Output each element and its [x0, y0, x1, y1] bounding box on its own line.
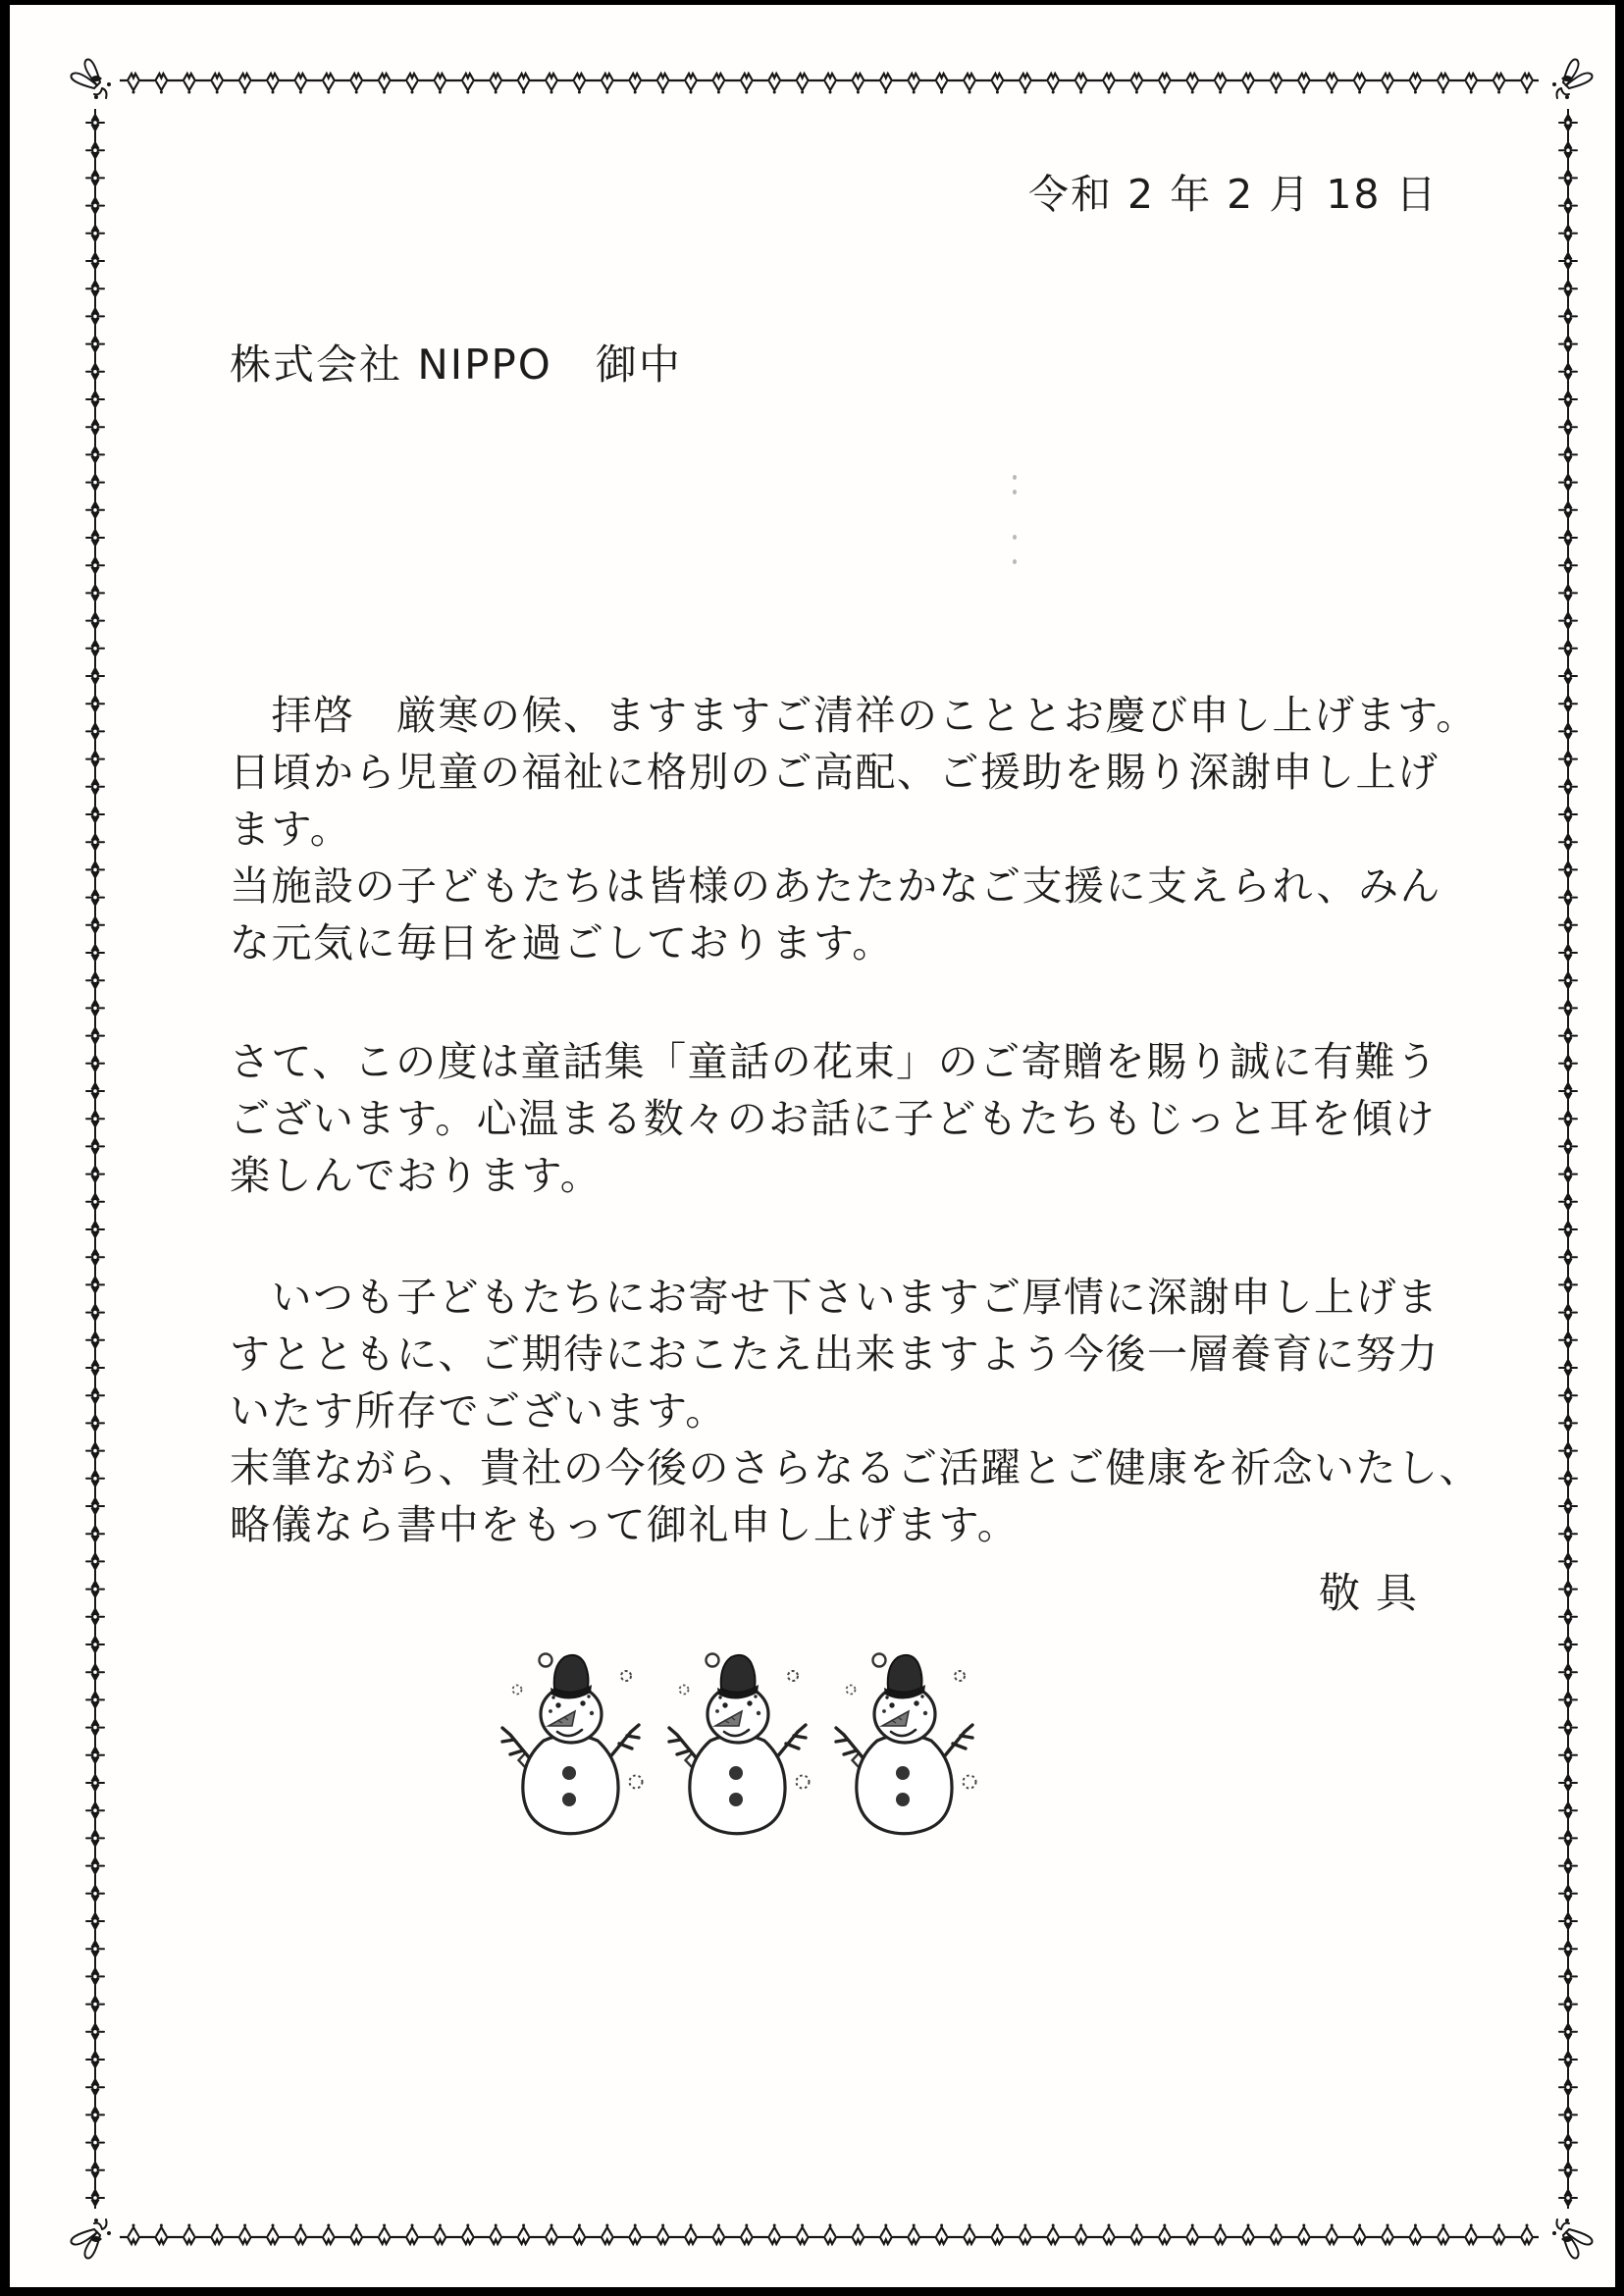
body-line: いたす所存でございます。 — [230, 1387, 727, 1435]
closing-word: 敬具 — [1319, 1569, 1434, 1617]
paragraph-thanks — [230, 1033, 1439, 1204]
decorative-border-right — [1550, 109, 1586, 2209]
body-line: 当施設の子どもたちは皆様のあたたかなご支援に支えられ、みん — [230, 862, 1441, 910]
scan-speck — [1013, 475, 1017, 480]
corner-flourish-icon — [1541, 56, 1596, 111]
body-line: さて、この度は童話集「童話の花束」のご寄贈を賜り誠に有難う — [230, 1038, 1439, 1085]
body-line: ございます。心温まる数々のお話に子どもたちもじっと耳を傾け — [230, 1095, 1437, 1142]
corner-flourish-icon — [1541, 2207, 1596, 2262]
recipient-line: 株式会社 NIPPO 御中 — [230, 340, 682, 389]
body-line: 日頃から児童の福祉に格別のご高配、ご援助を賜り深謝申し上げ — [230, 749, 1440, 796]
decorative-border-bottom — [120, 2217, 1539, 2252]
snowman-stamps — [498, 1642, 979, 1838]
scan-speck — [1013, 559, 1017, 564]
decorative-border-left — [78, 109, 113, 2209]
body-line: すとともに、ご期待におこたえ出来ますよう今後一層養育に努力 — [230, 1331, 1440, 1378]
body-line: 略儀なら書中をもって御礼申し上げます。 — [230, 1501, 1020, 1548]
body-line: 楽しんでおります。 — [230, 1152, 602, 1199]
scan-speck — [1013, 490, 1017, 495]
decorative-border-top — [120, 66, 1539, 101]
body-line: ます。 — [230, 806, 352, 853]
body-line: 末筆ながら、貴社の今後のさらなるご活躍とご健康を祈念いたし、 — [230, 1444, 1481, 1491]
body-line: な元気に毎日を過ごしております。 — [230, 919, 894, 966]
snowman-icon — [669, 1654, 810, 1834]
scan-speck — [1013, 535, 1017, 540]
snowman-icon — [836, 1654, 976, 1834]
paragraph-closing — [230, 1269, 1481, 1553]
corner-flourish-icon — [68, 2207, 123, 2262]
body-line: いつも子どもたちにお寄せ下さいますご厚情に深謝申し上げま — [230, 1274, 1440, 1321]
body-line: 拝啓 厳寒の候、ますますご清祥のこととお慶び申し上げます。 — [230, 692, 1478, 739]
letter-date: 令和 2 年 2 月 18 日 — [1028, 171, 1439, 218]
paragraph-greeting — [230, 687, 1478, 971]
corner-flourish-icon — [68, 56, 123, 111]
snowman-icon — [502, 1654, 643, 1834]
